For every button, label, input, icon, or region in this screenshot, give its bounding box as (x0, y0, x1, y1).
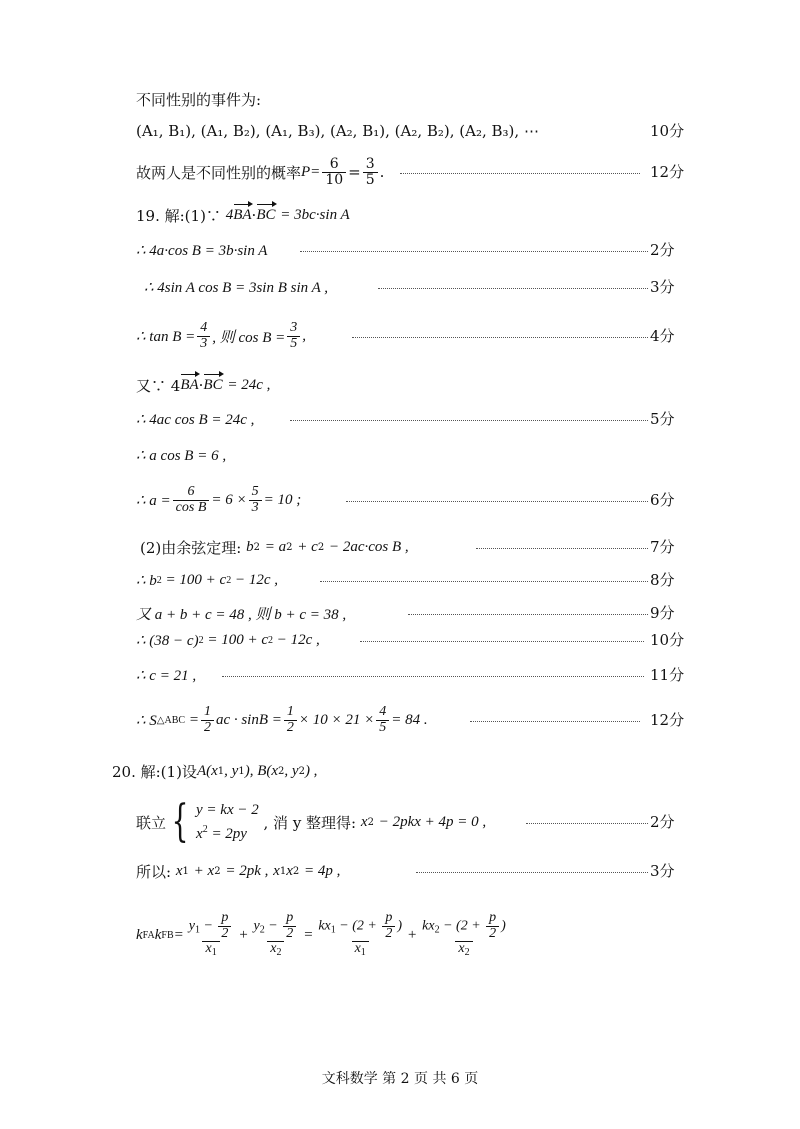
score-label: 6分 (650, 491, 675, 509)
subscript: FB (161, 929, 174, 941)
vector-dot-expression (136, 370, 270, 400)
denominator: 2 (382, 926, 395, 942)
q19-header (136, 200, 350, 230)
text: = (173, 926, 184, 943)
line-text: ∴ c = 21 , (136, 667, 197, 684)
numerator: 1 (286, 703, 294, 719)
fraction (197, 321, 210, 351)
slope-product-expression (136, 900, 511, 970)
fraction (363, 157, 378, 187)
text-line (0, 532, 800, 562)
dotted-leader (476, 548, 648, 549)
superscript: 2 (226, 574, 232, 586)
numerator (186, 911, 237, 941)
subscript: 2 (276, 947, 282, 959)
dotted-leader (470, 721, 640, 722)
text: y (253, 918, 260, 934)
area-expression (136, 696, 428, 744)
text: = 84 . (391, 711, 428, 728)
fraction (287, 321, 300, 351)
subscript: 2 (259, 924, 265, 936)
dotted-leader (300, 251, 648, 252)
text: + x (193, 862, 215, 879)
denominator (455, 941, 472, 959)
text: · (251, 206, 257, 224)
text: ∴ a = (136, 492, 171, 509)
text: x (205, 941, 212, 957)
denominator: 5 (287, 336, 300, 352)
text: = 100 + c (165, 571, 227, 588)
system-lines (196, 798, 259, 846)
dotted-leader (222, 676, 644, 677)
line-text: 不同性别的事件为: (136, 90, 262, 109)
text: − (2 + (339, 918, 377, 934)
b-squared-expression (136, 565, 278, 595)
equation-system (166, 798, 259, 846)
fraction (376, 705, 389, 735)
numerator (251, 911, 302, 941)
page-footer: 文科数学 第 2 页 共 6 页 (321, 1071, 479, 1087)
denominator: 2 (283, 926, 296, 942)
subscript: FA (142, 929, 155, 941)
text: , y (284, 762, 299, 779)
superscript: 2 (156, 574, 162, 586)
text-line (0, 696, 800, 744)
cosine-law-expression (140, 532, 409, 562)
fraction (283, 911, 296, 941)
probability-expression (136, 152, 384, 192)
text: x (270, 941, 277, 957)
text: ) , (304, 762, 318, 779)
fraction (201, 705, 214, 735)
text: , y (224, 762, 239, 779)
line-text: 又 a + b + c = 48 , 则 b + c = 38 , (136, 606, 347, 623)
subscript: △ABC (156, 714, 186, 726)
fraction (218, 911, 231, 941)
denominator: 3 (197, 336, 210, 352)
question-header (0, 756, 800, 786)
superscript: 2 (267, 634, 273, 646)
text: × 10 × 21 × (298, 711, 375, 728)
numerator: 3 (290, 319, 298, 335)
score-label: 5分 (650, 410, 675, 428)
line-text: ∴ a cos B = 6 , (136, 447, 227, 464)
denominator (267, 941, 284, 959)
fraction (486, 911, 499, 941)
dotted-leader (408, 614, 648, 615)
superscript: 2 (202, 824, 208, 835)
denominator (352, 941, 369, 959)
text: · (198, 376, 204, 394)
text: − 2ac·cos B , (328, 538, 409, 555)
q20-header (112, 756, 317, 786)
a-value-expression (136, 476, 301, 524)
score-label: 8分 (650, 571, 675, 589)
text: kx (422, 918, 435, 934)
text: = 3bc·sin A (280, 206, 350, 223)
text: = 10 ; (263, 491, 302, 508)
equation-1: y = kx − 2 (196, 802, 259, 818)
line-text: ∴ 4sin A cos B = 3sin B sin A , (144, 279, 328, 296)
text: − 2pkx + 4p = 0 , (378, 813, 487, 830)
text: = 100 + c (207, 631, 268, 648)
numerator: 3 (365, 155, 375, 172)
text: , 则 cos B = (212, 329, 286, 346)
denominator: 2 (284, 720, 297, 736)
text: 4 (225, 206, 234, 223)
score-label: 7分 (650, 538, 675, 556)
denominator: 2 (486, 926, 499, 942)
text-line (0, 565, 800, 595)
score-label: 2分 (650, 813, 675, 831)
text: 19. 解:(1)∵ (136, 206, 221, 225)
denominator (202, 941, 219, 959)
text: ∴ (38 − c) (136, 632, 199, 649)
score-label: 11分 (650, 666, 685, 684)
events-list: (A₁, B₁), (A₁, B₂), (A₁, B₃), (A₂, B₁), (A₂, B₂), (A₂, B₃), ⋯ (136, 122, 539, 140)
dotted-leader (352, 337, 648, 338)
numerator: 4 (200, 319, 208, 335)
vector-BC: BC (256, 206, 276, 223)
score-label: 3分 (650, 278, 675, 296)
text: y (188, 918, 195, 934)
score-label: 3分 (650, 862, 675, 880)
text: − (268, 918, 278, 934)
numerator (419, 911, 509, 941)
text: x (458, 941, 465, 957)
text: k (154, 926, 162, 943)
subscript: 1 (360, 947, 366, 959)
text-line (0, 152, 800, 192)
text: ∴ tan B = (136, 328, 196, 345)
numerator: p (221, 910, 229, 926)
numerator: 1 (203, 703, 211, 719)
subscript: 1 (217, 765, 225, 777)
text: x (175, 862, 183, 879)
text: ∴ S (136, 712, 157, 729)
fraction (251, 911, 302, 959)
text: − (2 + (443, 918, 481, 934)
superscript: 2 (198, 634, 204, 646)
superscript: 2 (317, 541, 325, 553)
numerator: 6 (329, 155, 339, 172)
numerator: p (385, 910, 393, 926)
denominator: 10 (322, 172, 346, 188)
text-line (0, 84, 800, 114)
text: = 2pk , (225, 862, 269, 879)
text: − (203, 918, 213, 934)
subscript: 2 (434, 924, 440, 936)
text: + c (297, 538, 318, 555)
dotted-leader (360, 641, 644, 642)
question-header (0, 200, 800, 230)
text: , (302, 327, 307, 344)
c-equation-expression (136, 625, 320, 655)
text: 20. 解:(1)设 (112, 762, 197, 781)
denominator: 5 (363, 172, 378, 188)
text-line (0, 792, 800, 852)
text: x (360, 813, 368, 830)
score-label: 10分 (650, 631, 685, 649)
text-line (0, 625, 800, 655)
vieta-expression (136, 856, 340, 886)
text: ) (244, 762, 250, 779)
text-line (0, 598, 800, 628)
fraction (382, 911, 395, 941)
numerator: p (286, 910, 294, 926)
vector-BA: BA (233, 206, 252, 223)
text: = a (264, 538, 287, 555)
text: = 24c , (227, 376, 271, 393)
text: = (348, 163, 361, 181)
dotted-leader (346, 501, 648, 502)
text-line (0, 900, 800, 970)
text: x (273, 862, 280, 879)
text: − 12c , (234, 571, 278, 588)
text: = (188, 711, 199, 728)
text: = 4p , (304, 862, 341, 879)
fraction (173, 485, 210, 515)
text: k (136, 926, 143, 943)
score-label: 4分 (650, 327, 675, 345)
numerator (315, 911, 405, 941)
subscript: 2 (464, 947, 470, 959)
denominator: cos B (173, 500, 210, 516)
subscript: 2 (298, 765, 305, 777)
score-label: 2分 (650, 241, 675, 259)
text: 又∵ 4 (136, 376, 181, 395)
text: = 6 × (211, 491, 247, 508)
text: , 消 y 整理得: (263, 813, 357, 832)
system-of-equations (136, 792, 486, 852)
dotted-leader (526, 823, 648, 824)
text-line (0, 440, 800, 470)
dotted-leader (320, 581, 648, 582)
score-label: 12分 (650, 163, 685, 181)
text: x (286, 862, 293, 879)
fraction (315, 911, 405, 959)
denominator: 2 (201, 720, 214, 736)
text-line (0, 116, 800, 146)
tan-cos-expression (136, 314, 306, 358)
vector-BA: BA (180, 376, 199, 393)
superscript: 2 (286, 541, 293, 553)
text: ) (397, 918, 403, 934)
numerator: 6 (187, 483, 195, 499)
subscript: 1 (238, 765, 245, 777)
text: 所以: (136, 862, 172, 881)
subscript: 1 (182, 865, 189, 877)
text: kx (318, 918, 331, 934)
text-line (0, 660, 800, 690)
subscript: 1 (211, 947, 217, 959)
denominator: 3 (249, 500, 262, 516)
numerator: 5 (251, 483, 259, 499)
text: b (246, 538, 254, 555)
text-line (0, 404, 800, 434)
text: . (379, 163, 385, 181)
fraction (322, 157, 346, 187)
dotted-leader (400, 173, 640, 174)
text: (2)由余弦定理: (140, 538, 242, 557)
superscript: 2 (253, 541, 260, 553)
score-label: 12分 (650, 711, 685, 729)
text: ac · sinB = (215, 711, 282, 728)
subscript: 1 (279, 865, 287, 877)
text-line (0, 272, 800, 302)
text: + (238, 926, 249, 943)
text: = 2py (211, 826, 247, 842)
subscript: 2 (214, 865, 221, 877)
text: , B(x (249, 762, 279, 779)
equation-2 (196, 822, 259, 846)
fraction (419, 911, 509, 959)
dotted-leader (290, 420, 648, 421)
text-line (0, 235, 800, 265)
text-line (0, 370, 800, 400)
text: = (303, 926, 314, 943)
text: 故两人是不同性别的概率 (136, 163, 302, 182)
text: P= (301, 163, 321, 180)
numerator: p (489, 910, 497, 926)
text: x (196, 826, 203, 842)
text: x (354, 941, 361, 957)
denominator: 2 (218, 926, 231, 942)
superscript: 2 (367, 816, 374, 828)
text: ) (501, 918, 506, 934)
fraction (284, 705, 297, 735)
text: ∴ b (136, 572, 157, 589)
text: − 12c , (276, 631, 320, 648)
subscript: 1 (194, 924, 200, 936)
line-text: ∴ 4a·cos B = 3b·sin A (136, 242, 268, 259)
score-label: 10分 (650, 122, 685, 140)
denominator: 5 (376, 720, 389, 736)
text-line (0, 856, 800, 886)
line-text: ∴ 4ac cos B = 24c , (136, 411, 255, 428)
subscript: 2 (278, 765, 285, 777)
text: + (407, 926, 418, 943)
text-line (0, 314, 800, 358)
text-line (0, 476, 800, 524)
text: A(x (196, 762, 218, 779)
dotted-leader (378, 288, 648, 289)
dotted-leader (416, 872, 648, 873)
subscript: 1 (330, 924, 336, 936)
score-label: 9分 (650, 604, 675, 622)
text: 联立 (136, 813, 167, 832)
fraction (186, 911, 237, 959)
brace-icon: { (171, 796, 189, 847)
vector-BC: BC (203, 376, 223, 393)
subscript: 2 (292, 865, 300, 877)
numerator: 4 (379, 703, 387, 719)
fraction (249, 485, 262, 515)
